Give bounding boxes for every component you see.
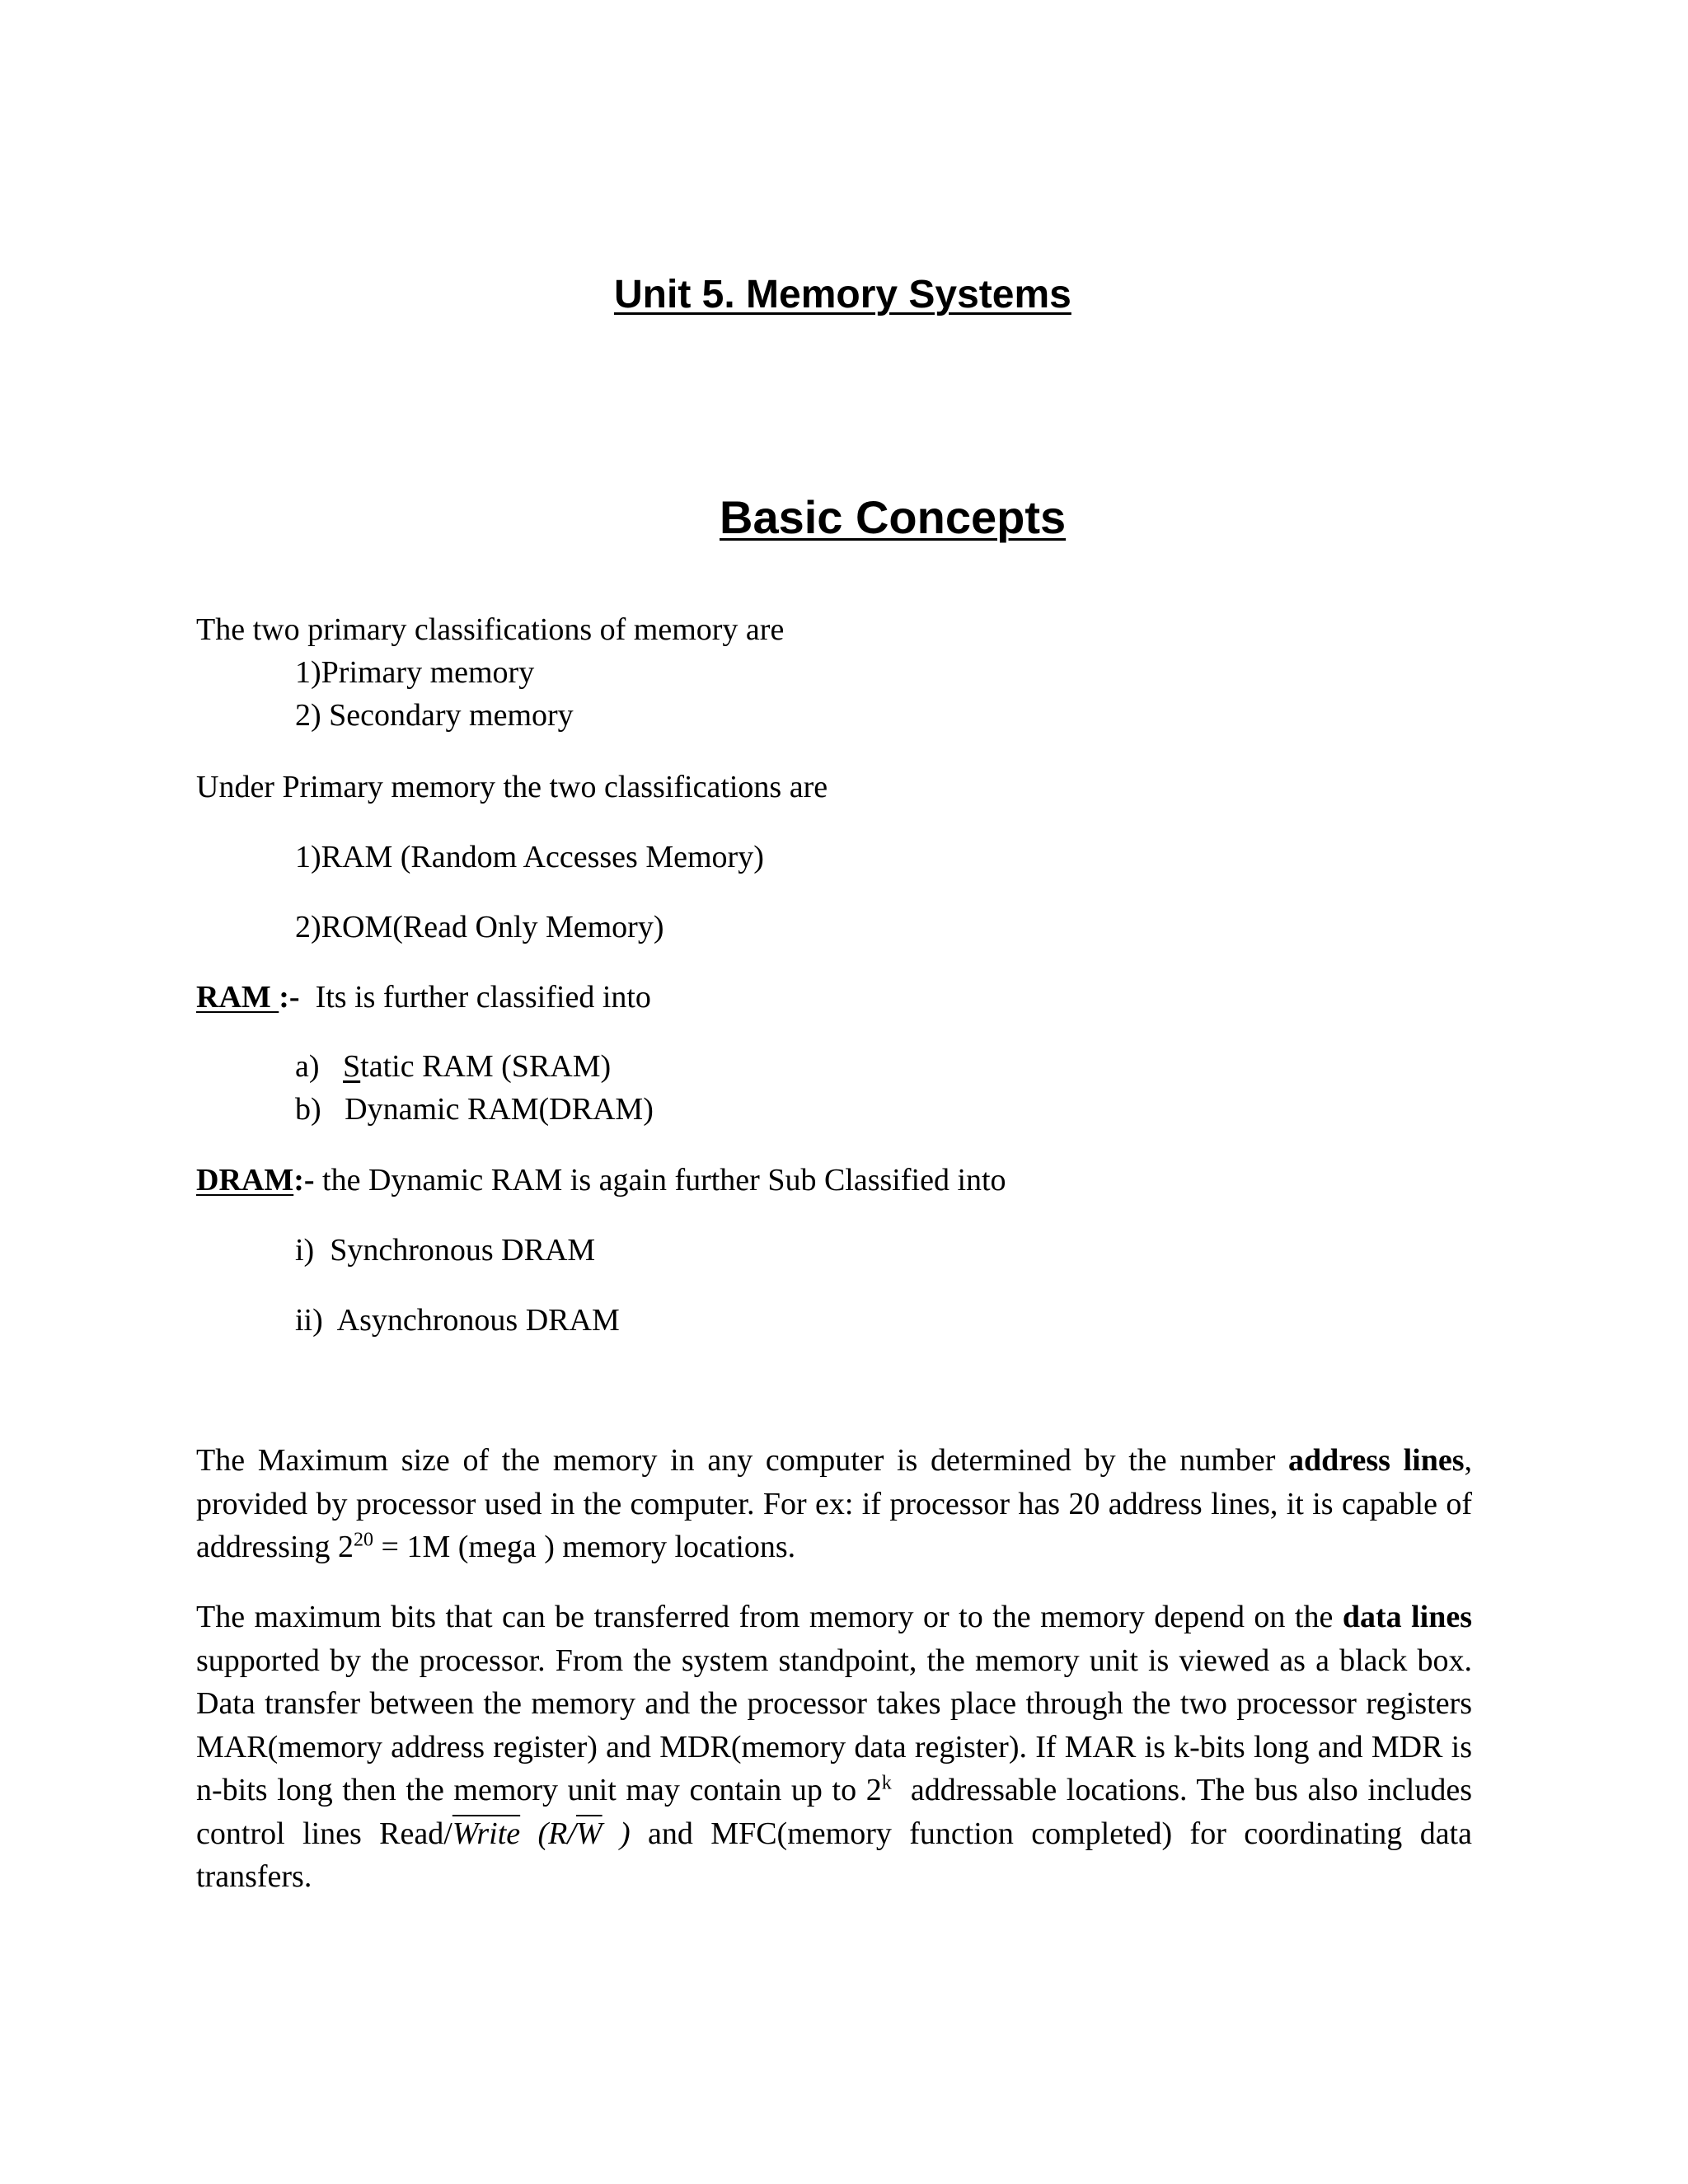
- intro-text: The two primary classifications of memory are: [196, 612, 785, 647]
- dram-label: DRAM: [196, 1163, 294, 1197]
- dram-list-item: ii) Asynchronous DRAM: [295, 1303, 620, 1338]
- dram-separator: :-: [293, 1163, 315, 1197]
- unit-title: Unit 5. Memory Systems: [614, 273, 1071, 316]
- para-text: supported by the processor. From the system standpoint, the memory unit is viewed as a black box. Data transfer between the memory and the processor takes place through the two processor registers MAR(memory address register) and MDR(memory data register). If MAR is k-bits long and MDR is n-bits long then the memory unit may contain up to 2: [196, 1643, 1472, 1807]
- para-text: addressable locations. The bus also includes control lines Read/: [196, 1773, 1480, 1851]
- section-title: Basic Concepts: [720, 491, 1067, 543]
- para-text: , provided by processor used in the computer. For ex: if processor has 20 address lines, it is capable of addressing 2: [196, 1443, 1472, 1564]
- primary-list-item: 1)Primary memory: [295, 655, 535, 690]
- primary-list-item: 2) Secondary memory: [295, 698, 574, 733]
- data-lines-paragraph: [196, 1596, 1480, 1899]
- bold-term: address lines: [1288, 1443, 1465, 1478]
- ram-separator: :-: [279, 980, 300, 1015]
- dram-text: the Dynamic RAM is again further Sub Classified into: [314, 1163, 1006, 1197]
- ram-definition: [196, 979, 651, 1015]
- ram-item-first-letter: S: [343, 1049, 361, 1084]
- primary-sub-item: 1)RAM (Random Accesses Memory): [295, 840, 764, 874]
- primary-sub-item: 2)ROM(Read Only Memory): [295, 910, 664, 944]
- superscript: k: [881, 1772, 892, 1794]
- list-marker: b): [295, 1092, 321, 1127]
- write-overline: Write: [452, 1816, 521, 1851]
- bold-term: data lines: [1342, 1600, 1472, 1634]
- address-lines-paragraph: [196, 1439, 1472, 1569]
- para-text: The Maximum size of the memory in any computer is determined by the number: [196, 1443, 1289, 1478]
- dram-list-item: i) Synchronous DRAM: [295, 1233, 596, 1268]
- dram-definition: [196, 1162, 1006, 1198]
- rw-close: ): [602, 1816, 631, 1851]
- primary-sub-intro: Under Primary memory the two classifications are: [196, 770, 828, 804]
- w-overline: $\overline{W}$: [575, 1816, 603, 1851]
- ram-item-rest: tatic RAM (SRAM): [360, 1049, 612, 1084]
- ram-item-rest: Dynamic RAM(DRAM): [345, 1092, 654, 1127]
- rw-open: (R/: [520, 1816, 576, 1851]
- ram-list-item: [295, 1048, 611, 1085]
- ram-label: RAM: [196, 980, 279, 1015]
- superscript: 20: [354, 1529, 374, 1551]
- para-text: = 1M (mega ) memory locations.: [373, 1530, 796, 1564]
- ram-list-item: [295, 1091, 654, 1127]
- para-text: and MFC(memory function completed) for coordinating data transfers.: [196, 1816, 1472, 1894]
- ram-text: Its is further classified into: [299, 980, 651, 1015]
- para-text: The maximum bits that can be transferred from memory or to the memory depend on the: [196, 1600, 1343, 1634]
- list-marker: a): [295, 1049, 320, 1084]
